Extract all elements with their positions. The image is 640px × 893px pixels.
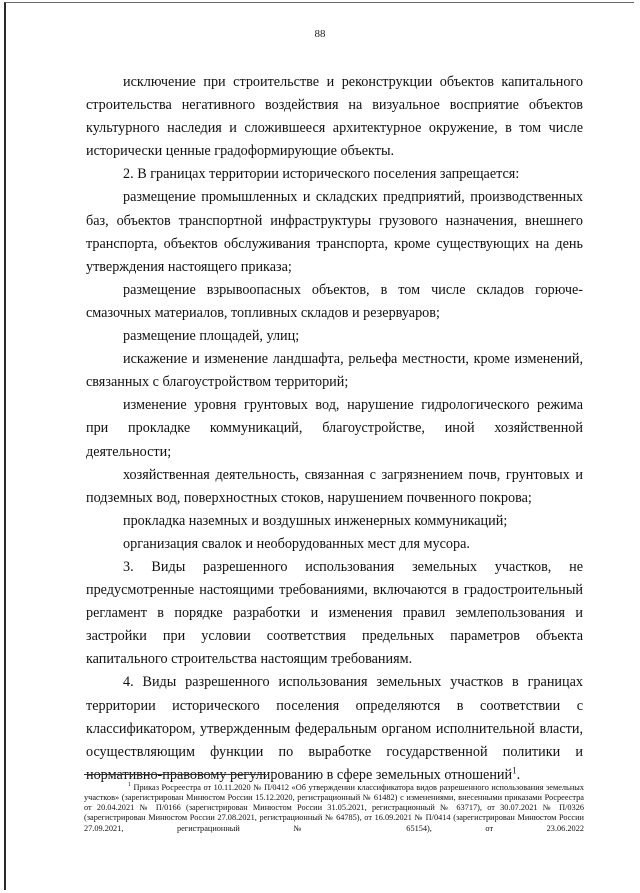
paragraph-12-text: 4. Виды разрешенного использования земельных участков в границах территории исторического поселения определяются в соответствии с классификатором, утвержденным федеральным органом исполнительной власти, осуществляющим функции по выработке государственной политики и нормативно-правовому регулированию в сфере земельных отношений <box>86 674 583 783</box>
page-number: 88 <box>314 28 326 40</box>
paragraph-5: размещение площадей, улиц; <box>123 328 300 345</box>
paragraph-2: 2. В границах территории исторического поселения запрещается: <box>123 166 520 183</box>
paragraph-7: изменение уровня грунтовых вод, нарушение гидрологического режима при прокладке коммуникаций, благоустройстве, иной хозяйственной деятельности; <box>86 397 583 460</box>
paragraph-6: искажение и изменение ландшафта, рельефа местности, кроме изменений, связанных с благоустройством территорий; <box>86 351 583 391</box>
paragraph-12: 4. Виды разрешенного использования земельных участков в границах территории исторического поселения определяются в соответствии с классификатором, утвержденным федеральным органом исполнительной власти, осуществляющим функции по выработке государственной политики и нормативно-правовому регулированию в сфере земельных отношений$^1$. <box>86 674 583 783</box>
paragraph-8: хозяйственная деятельность, связанная с загрязнением почв, грунтовых и подземных вод, поверхностных стоков, нарушением почвенного покрова; <box>86 466 583 506</box>
document-body <box>86 71 583 787</box>
footnote-text: Приказ Росреестра от 10.11.2020 № П/0412 «Об утверждении классификатора видов разрешенного использования земельных участков» (зарегистрирован Минюстом России 15.12.2020, регистрационный № 61482) с изменениями, внесенными приказами Росреестра от 20.04.2021 № П/0166 (зарегистрирован Минюстом России 31.05.2021, регистрационный № 63717), от 30.07.2021 № П/0326 (зарегистрирован Минюстом России 27.08.2021, регистрационный № 64785), от 16.09.2021 № П/0414 (зарегистрирован Минюстом России 27.09.2021, регистрационный № 65154), от 23.06.2022 <box>84 782 585 833</box>
footnote-marker: 1 <box>128 782 131 788</box>
footnote-reference[interactable]: 1 <box>512 765 517 776</box>
paragraph-9: прокладка наземных и воздушных инженерных коммуникаций; <box>123 512 508 529</box>
paragraph-3: размещение промышленных и складских предприятий, производственных баз, объектов транспортной инфраструктуры грузового назначения, внешнего транспорта, объектов обслуживания транспорта, кроме существующих на день утверждения настоящего приказа; <box>86 189 583 275</box>
paragraph-4: размещение взрывоопасных объектов, в том числе складов горюче-смазочных материалов, топливных складов и резервуаров; <box>86 281 583 321</box>
footnote-body <box>84 780 584 834</box>
footnote <box>84 780 584 834</box>
paragraph-11: 3. Виды разрешенного использования земельных участков, не предусмотренные настоящими требованиями, включаются в градостроительный регламент в порядке разработки и изменения правил землепользования и застройки при условии соответствия предельных параметров объекта капитального строительства настоящим требованиям. <box>86 558 583 668</box>
paragraph-1: исключение при строительстве и реконструкции объектов капитального строительства негативного воздействия на визуальное восприятие объектов культурного наследия и сложившееся архитектурное окружение, в том числе исторически ценные градоформирующие объекты. <box>86 74 583 160</box>
footnote-separator <box>84 774 266 775</box>
paragraph-10: организация свалок и необорудованных мест для мусора. <box>123 535 470 552</box>
